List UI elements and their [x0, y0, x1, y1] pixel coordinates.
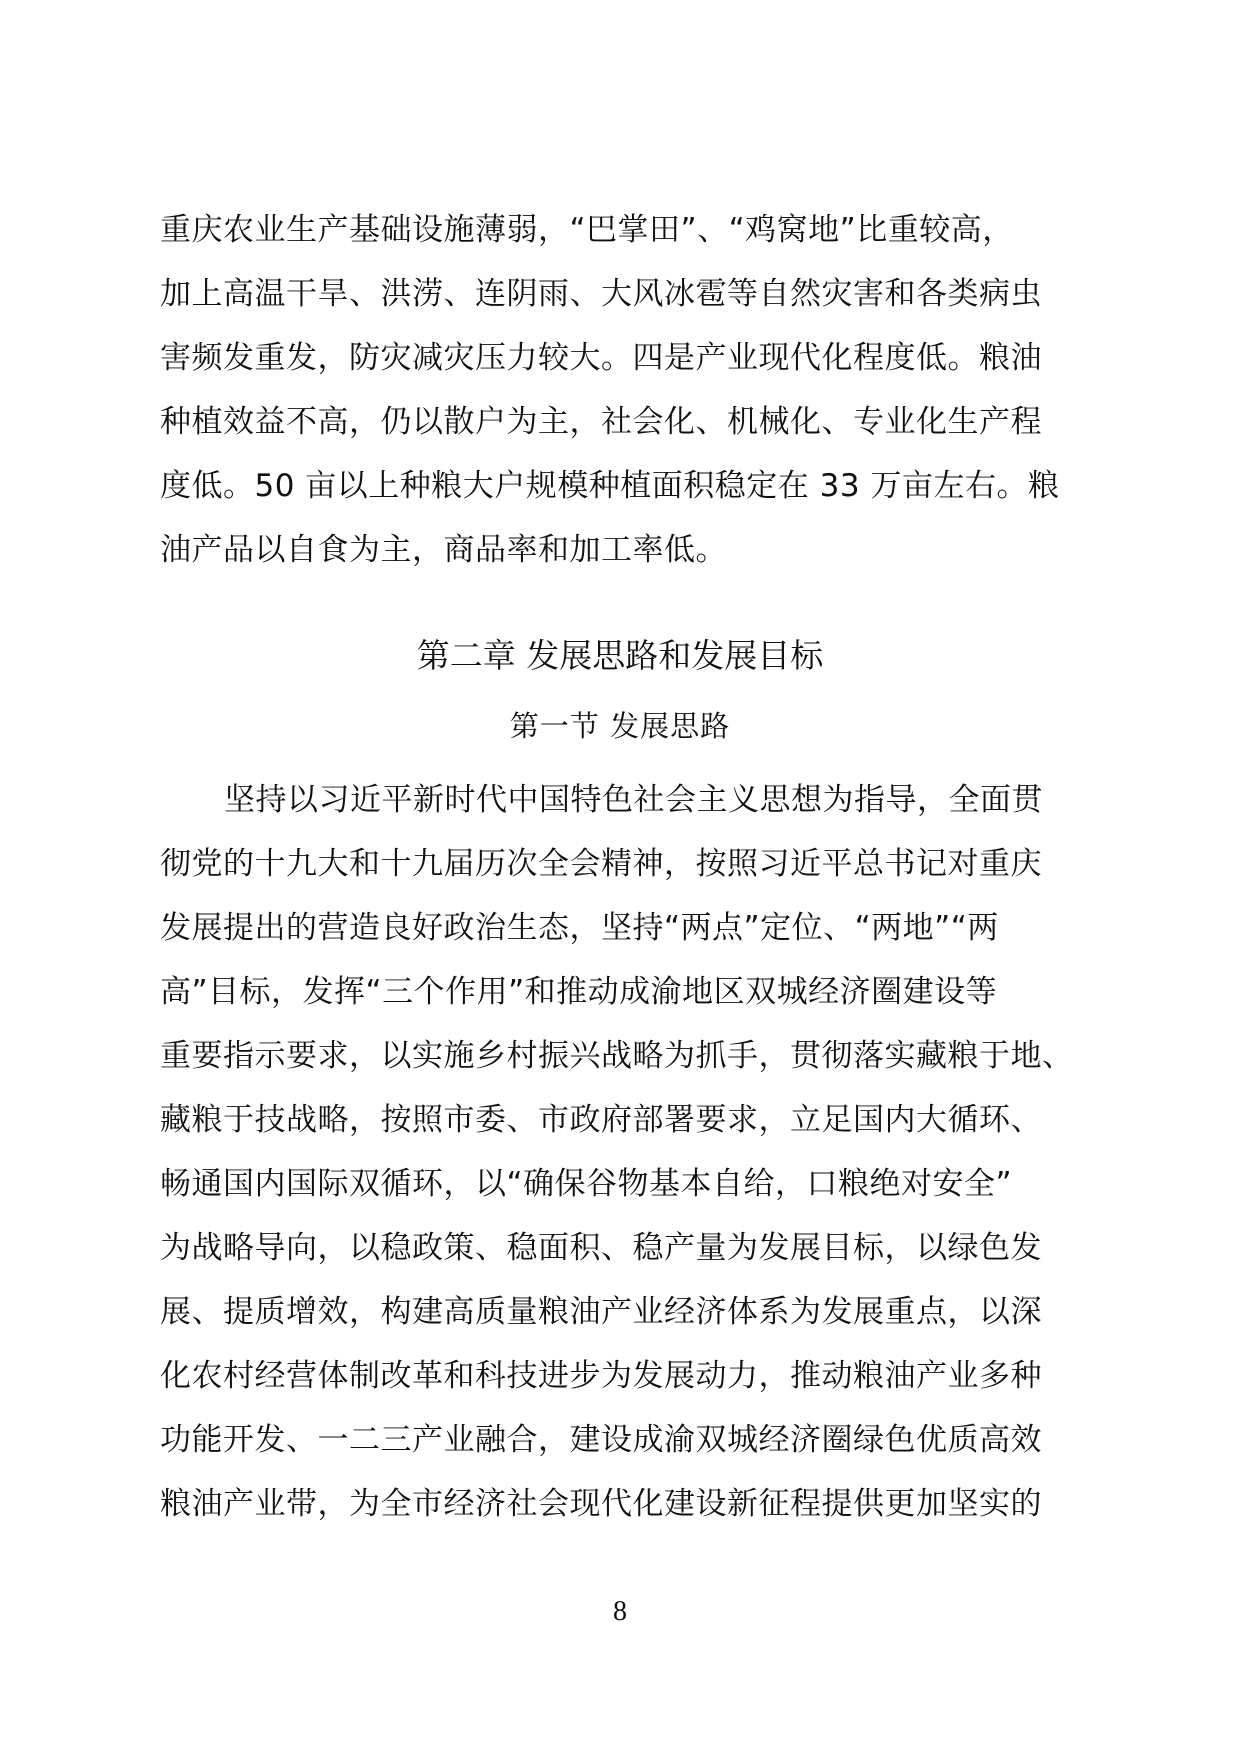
paragraph-line: 高”目标，发挥“三个作用”和推动成渝地区双城经济圈建设等	[160, 974, 998, 1010]
chapter-title: 第二章 发展思路和发展目标	[416, 636, 824, 675]
section-title: 第一节 发展思路	[509, 709, 731, 743]
paragraph-challenges	[160, 198, 1080, 582]
paragraph-line: 功能开发、一二三产业融合，建设成渝双城经济圈绿色优质高效	[160, 1422, 1042, 1458]
paragraph-line: 重庆农业生产基础设施薄弱，“巴掌田”、“鸡窝地”比重较高，	[160, 212, 1014, 248]
paragraph-line: 粮油产业带，为全市经济社会现代化建设新征程提供更加坚实的	[160, 1486, 1042, 1522]
page-number: 8	[613, 1596, 627, 1627]
paragraph-line: 坚持以习近平新时代中国特色社会主义思想为指导，全面贯	[224, 782, 1043, 818]
paragraph-line: 重要指示要求，以实施乡村振兴战略为抓手，贯彻落实藏粮于地、	[160, 1038, 1074, 1074]
paragraph-line: 害频发重发，防灾减灾压力较大。四是产业现代化程度低。粮油	[160, 340, 1042, 376]
paragraph-line: 油产品以自食为主，商品率和加工率低。	[160, 532, 727, 568]
paragraph-line: 展、提质增效，构建高质量粮油产业经济体系为发展重点，以深	[160, 1294, 1042, 1330]
paragraph-line: 度低。50 亩以上种粮大户规模种植面积稳定在 33 万亩左右。粮	[160, 468, 1060, 504]
paragraph-line: 彻党的十九大和十九届历次全会精神，按照习近平总书记对重庆	[160, 846, 1042, 882]
paragraph-line: 发展提出的营造良好政治生态，坚持“两点”定位、“两地”“两	[160, 910, 999, 946]
paragraph-line: 化农村经营体制改革和科技进步为发展动力，推动粮油产业多种	[160, 1358, 1042, 1394]
paragraph-line: 种植效益不高，仍以散户为主，社会化、机械化、专业化生产程	[160, 404, 1042, 440]
paragraph-development-approach	[160, 768, 1080, 1536]
paragraph-line: 藏粮于技战略，按照市委、市政府部署要求，立足国内大循环、	[160, 1102, 1042, 1138]
paragraph-line: 畅通国内国际双循环，以“确保谷物基本自给，口粮绝对安全”	[160, 1166, 1013, 1202]
paragraph-line: 加上高温干旱、洪涝、连阴雨、大风冰雹等自然灾害和各类病虫	[160, 276, 1042, 312]
paragraph-line: 为战略导向，以稳政策、稳面积、稳产量为发展目标，以绿色发	[160, 1230, 1042, 1266]
